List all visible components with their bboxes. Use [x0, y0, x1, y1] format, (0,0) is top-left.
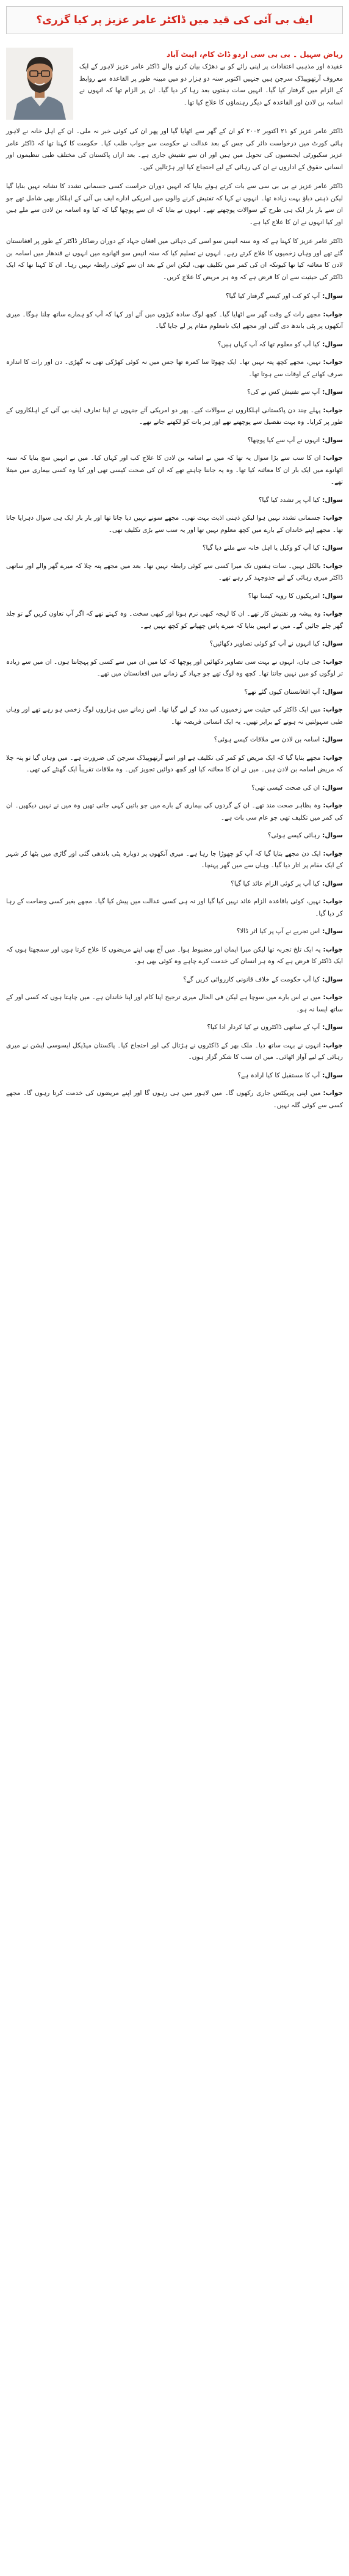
answer-tag: جواب: [323, 514, 343, 522]
interview-answer [6, 309, 343, 333]
interview-answer [6, 848, 343, 872]
headline: ایف بی آئی کی قید میں ڈاکٹر عامر عزیز پر کیا گزری؟ [36, 14, 313, 26]
question-tag: سوال: [322, 388, 343, 396]
interview-question [6, 926, 343, 938]
question-tag: سوال: [322, 928, 343, 935]
question-text: کیا آپ کو معلوم تھا کہ آپ کہاں ہیں؟ [217, 340, 320, 348]
answer-text: میں نے اس بارے میں سوچا ہے لیکن فی الحال میری ترجیح اپنا کام اور اپنا خاندان ہے۔ میں چاہتا ہوں کہ کسی اور کے ساتھ ایسا نہ ہو۔ [6, 994, 343, 1013]
headline-box [6, 6, 343, 34]
answer-text: مجھے رات کے وقت گھر سے اٹھایا گیا۔ کچھ لوگ سادہ کپڑوں میں آئے اور کہا کہ آپ کو ہمارے ساتھ چلنا ہوگا۔ میری آنکھوں پر پٹی باندھ دی گئی اور مجھے ایک نامعلوم مقام پر لے جایا گیا۔ [6, 310, 343, 330]
interview-answer [6, 657, 343, 680]
question-text: اسامہ بن لادن سے ملاقات کیسے ہوئی؟ [214, 736, 320, 743]
question-text: آپ کو کب اور کیسے گرفتار کیا گیا؟ [225, 293, 320, 300]
interview-answer [6, 405, 343, 429]
interview-answer [6, 608, 343, 632]
portrait-illustration [6, 48, 73, 120]
answer-tag: جواب: [323, 898, 343, 905]
answer-tag: جواب: [323, 610, 343, 617]
interview-question [6, 339, 343, 351]
question-text: آپ کے ساتھی ڈاکٹروں نے کیا کردار ادا کیا؟ [207, 1024, 320, 1031]
interview-question [6, 830, 343, 842]
question-text: کیا آپ پر تشدد کیا گیا؟ [258, 496, 320, 504]
question-text: انہوں نے آپ سے کیا پوچھا؟ [247, 436, 320, 444]
intro-section [6, 48, 343, 121]
interview-question [6, 638, 343, 650]
answer-text: ان کا سب سے بڑا سوال یہ تھا کہ میں نے اسامہ بن لادن کا علاج کب اور کہاں کیا۔ میں نے انہیں سچ بتایا کہ سنہ اٹھانوے میں ایک بار ان کا معائنہ کیا تھا۔ وہ یہ جاننا چاہتے تھے کہ ان کی صحت کیسی تھی اور کیا وہ کسی بیماری میں مبتلا تھے۔ [6, 454, 343, 486]
interview-question [6, 291, 343, 303]
question-text: آپ افغانستان کیوں گئے تھے؟ [244, 688, 320, 696]
answer-text: وہ بظاہر صحت مند تھے۔ ان کے گردوں کی بیماری کے بارے میں جو باتیں کہی جاتی تھیں وہ میں نے نہیں دیکھیں۔ ان کی کمر میں تکلیف تھی جو عام سی بات ہے۔ [6, 802, 343, 821]
interview-answer [6, 512, 343, 536]
question-tag: سوال: [322, 340, 343, 348]
answer-text: نہیں، کوئی باقاعدہ الزام عائد نہیں کیا گیا اور نہ ہی کسی عدالت میں پیش کیا گیا۔ مجھے بغیر کسی وضاحت کے رہا کر دیا گیا۔ [6, 898, 343, 917]
answer-tag: جواب: [323, 454, 343, 462]
interview-answer [6, 896, 343, 920]
interview-question [6, 734, 343, 746]
question-tag: سوال: [322, 688, 343, 696]
question-tag: سوال: [322, 436, 343, 444]
interview-question [6, 591, 343, 603]
bio-summary: عقیدہ اور مذہبی اعتقادات پر اپنی رائے کو بے دھڑک بیان کرنے والے ڈاکٹر عامر عزیز لاہور کے ایک معروف آرتھوپیڈک سرجن ہیں جنہیں اکتوبر سنہ دو ہزار دو میں مبینہ طور پر القاعدہ سے روابط کے الزام میں گرفتار کیا گیا۔ انہیں سات ہفتوں بعد رہا کر دیا گیا۔ ان پر الزام تھا کہ انہوں نے اسامہ بن لادن اور القاعدہ کے دیگر رہنماؤں کا علاج کیا تھا۔ [79, 63, 343, 106]
answer-text: نہیں، مجھے کچھ پتہ نہیں تھا۔ ایک چھوٹا سا کمرہ تھا جس میں نہ کوئی کھڑکی تھی نہ گھڑی۔ دن اور رات کا اندازہ صرف کھانے کے اوقات سے ہوتا تھا۔ [6, 358, 343, 378]
interview-answer [6, 1088, 343, 1112]
interview-question [6, 542, 343, 555]
question-text: آپ کا مستقبل کا کیا ارادہ ہے؟ [237, 1071, 320, 1079]
interview-question [6, 435, 343, 447]
paragraph-2: ڈاکٹر عامر عزیز نے بی بی سی سے بات کرتے ہوئے بتایا کہ انہیں دوران حراست کسی جسمانی تشدد کا نشانہ نہیں بنایا گیا لیکن ذہنی دباؤ بہت زیادہ تھا۔ انہوں نے کہا کہ تفتیش کرنے والوں میں امریکی ادارے ایف بی آئی کے اہلکار بھی شامل تھے جو ان سے بار بار ایک ہی طرح کے سوالات پوچھتے تھے۔ انہوں نے بتایا کہ ان سے پوچھا گیا کہ کیا وہ اسامہ بن لادن سے ملے ہیں اور کیا انہوں نے ان کا علاج کیا ہے۔ [6, 183, 343, 226]
question-tag: سوال: [322, 1024, 343, 1031]
question-text: آپ سے تفتیش کس نے کی؟ [246, 388, 320, 396]
answer-text: مجھے بتایا گیا کہ ایک مریض کو کمر کی تکلیف ہے اور اسے آرتھوپیڈک سرجن کی ضرورت ہے۔ میں وہاں گیا تو پتہ چلا کہ مریض اسامہ بن لادن ہیں۔ میں نے ان کا معائنہ کیا اور کچھ دوائیں تجویز کیں۔ وہ ملاقات تقریباً ایک گھنٹے کی تھی۔ [6, 754, 343, 773]
interview-question [6, 974, 343, 986]
question-tag: سوال: [322, 640, 343, 647]
interview-answer [6, 1040, 343, 1064]
interview-answer [6, 704, 343, 728]
answer-text: جسمانی تشدد نہیں ہوا لیکن ذہنی اذیت بہت تھی۔ مجھے سونے نہیں دیا جاتا تھا اور بار بار ایک ہی سوال دہرایا جاتا تھا۔ مجھے اپنے خاندان کے بارے میں کچھ معلوم نہیں تھا اور یہ سب سے بڑی تکلیف تھی۔ [6, 514, 343, 534]
question-tag: سوال: [322, 975, 343, 983]
interview-answer [6, 561, 343, 584]
question-text: کیا آپ کو وکیل یا اہل خانہ سے ملنے دیا گیا؟ [202, 544, 320, 551]
interview-question [6, 878, 343, 890]
answer-text: وہ پیشہ ور تفتیش کار تھے۔ ان کا لہجہ کبھی نرم ہوتا اور کبھی سخت۔ وہ کہتے تھے کہ اگر آپ تعاون کریں گے تو جلد گھر چلے جائیں گے۔ میں نے انہیں بتایا کہ میرے پاس چھپانے کو کچھ نہیں ہے۔ [6, 610, 343, 630]
answer-text: ایک دن مجھے بتایا گیا کہ آپ کو چھوڑا جا رہا ہے۔ میری آنکھوں پر دوبارہ پٹی باندھی گئی اور گاڑی میں بٹھا کر شہر کے ایک مقام پر اتار دیا گیا۔ وہاں سے میں گھر پہنچا۔ [6, 850, 343, 869]
answer-tag: جواب: [323, 1090, 343, 1097]
answer-tag: جواب: [323, 850, 343, 857]
answer-tag: جواب: [323, 310, 343, 318]
answer-tag: جواب: [323, 706, 343, 713]
paragraph-1: ڈاکٹر عامر عزیز کو ۲۱ اکتوبر ۲۰۰۲ کو ان کے گھر سے اٹھایا گیا اور پھر ان کی کوئی خبر نہ ملی۔ ان کے اہل خانہ نے لاہور ہائی کورٹ میں درخواست دائر کی جس کے بعد عدالت نے حکومت سے جواب طلب کیا۔ حکومت کا کہنا تھا کہ ڈاکٹر عامر عزیز سکیورٹی ایجنسیوں کی تحویل میں ہیں اور ان سے تفتیش جاری ہے۔ بعد ازاں پاکستان کی مختلف طبی تنظیموں اور انسانی حقوق کے اداروں نے ان کی رہائی کے لیے احتجاج کیا اور ہڑتالیں کیں۔ [6, 128, 343, 171]
answer-tag: جواب: [323, 358, 343, 366]
answer-text: پہلے چند دن پاکستانی اہلکاروں نے سوالات کیے۔ پھر دو امریکی آئے جنہوں نے اپنا تعارف ایف بی آئی کے اہلکاروں کے طور پر کرایا۔ وہ بہت تفصیل سے پوچھتے تھے اور ہر بات کو لکھتے جاتے تھے۔ [6, 406, 343, 426]
paragraph-3: ڈاکٹر عامر عزیز کا کہنا ہے کہ وہ سنہ انیس سو اسی کی دہائی میں افغان جہاد کے دوران رضاکار ڈاکٹر کے طور پر افغانستان گئے تھے اور وہاں زخمیوں کا علاج کرتے رہے۔ انہوں نے تسلیم کیا کہ سنہ انیس سو اٹھانوے میں انہوں نے قندھار میں اسامہ بن لادن کا معائنہ کیا تھا کیونکہ ان کی کمر میں تکلیف تھی، لیکن اس کے بعد ان سے کوئی رابطہ نہیں رہا۔ ان کا کہنا تھا کہ ایک ڈاکٹر کی حیثیت سے ان کا فرض ہے کہ وہ ہر مریض کا علاج کریں۔ [6, 238, 343, 281]
answer-text: یہ ایک تلخ تجربہ تھا لیکن میرا ایمان اور مضبوط ہوا۔ میں آج بھی اپنے مریضوں کا علاج کرتا ہوں اور سمجھتا ہوں کہ ایک ڈاکٹر کا فرض ہے کہ وہ ہر انسان کی خدمت کرے چاہے وہ کوئی بھی ہو۔ [6, 945, 343, 965]
question-tag: سوال: [322, 592, 343, 600]
question-text: کیا آپ حکومت کے خلاف قانونی کارروائی کریں گے؟ [183, 975, 320, 983]
interview-question [6, 495, 343, 507]
interview-question [6, 1022, 343, 1034]
byline: ریاض سہیل ۔ بی بی سی اردو ڈاٹ کام، ایبٹ آباد [166, 50, 343, 59]
answer-tag: جواب: [323, 994, 343, 1001]
question-tag: سوال: [322, 544, 343, 551]
question-tag: سوال: [322, 736, 343, 743]
answer-tag: جواب: [323, 802, 343, 809]
question-tag: سوال: [322, 1071, 343, 1079]
question-tag: سوال: [322, 784, 343, 791]
question-text: اس تجربے نے آپ پر کیا اثر ڈالا؟ [236, 928, 320, 935]
interview-answer [6, 992, 343, 1016]
answer-tag: جواب: [323, 1041, 343, 1049]
question-text: رہائی کیسے ہوئی؟ [267, 832, 320, 839]
question-text: ان کی صحت کیسی تھی؟ [251, 784, 320, 791]
interview-question [6, 387, 343, 399]
answer-text: انہوں نے بہت ساتھ دیا۔ ملک بھر کے ڈاکٹروں نے ہڑتال کی اور احتجاج کیا۔ پاکستان میڈیکل ایسوسی ایشن نے میری رہائی کے لیے آواز اٹھائی۔ میں ان سب کا شکر گزار ہوں۔ [6, 1041, 343, 1061]
answer-text: بالکل نہیں۔ سات ہفتوں تک میرا کسی سے کوئی رابطہ نہیں تھا۔ بعد میں مجھے پتہ چلا کہ میرے گھر والے اور ساتھی ڈاکٹر میری رہائی کے لیے جدوجہد کر رہے تھے۔ [6, 562, 343, 581]
interview-question [6, 1070, 343, 1082]
answer-tag: جواب: [323, 754, 343, 762]
answer-text: میں ایک ڈاکٹر کی حیثیت سے زخمیوں کی مدد کے لیے گیا تھا۔ اس زمانے میں ہزاروں لوگ زخمی ہو رہے تھے اور وہاں طبی سہولتیں نہ ہونے کے برابر تھیں۔ یہ ایک انسانی فریضہ تھا۔ [6, 706, 343, 726]
answer-text: جی ہاں، انہوں نے بہت سی تصاویر دکھائیں اور پوچھا کہ کیا میں ان میں سے کسی کو پہچانتا ہوں۔ ان میں سے زیادہ تر لوگوں کو میں نہیں جانتا تھا۔ کچھ وہ لوگ تھے جو جہاد کے زمانے میں افغانستان میں تھے۔ [6, 658, 343, 677]
interview-section [6, 291, 343, 1112]
interview-answer [6, 944, 343, 968]
question-tag: سوال: [322, 293, 343, 300]
interview-answer [6, 453, 343, 489]
question-text: کیا آپ پر کوئی الزام عائد کیا گیا؟ [231, 879, 320, 887]
interview-question [6, 782, 343, 795]
answer-tag: جواب: [323, 406, 343, 414]
interview-answer [6, 357, 343, 380]
interview-answer [6, 800, 343, 824]
question-tag: سوال: [322, 496, 343, 504]
interview-answer [6, 752, 343, 776]
answer-tag: جواب: [323, 945, 343, 953]
question-tag: سوال: [322, 832, 343, 839]
question-text: کیا انہوں نے آپ کو کوئی تصاویر دکھائیں؟ [209, 640, 320, 647]
interview-question [6, 686, 343, 699]
question-tag: سوال: [322, 879, 343, 887]
byline-block [79, 48, 343, 121]
portrait-photo [6, 48, 73, 120]
question-text: امریکیوں کا رویہ کیسا تھا؟ [248, 592, 320, 600]
answer-tag: جواب: [323, 658, 343, 666]
answer-tag: جواب: [323, 562, 343, 570]
answer-text: میں اپنی پریکٹس جاری رکھوں گا۔ میں لاہور میں ہی رہوں گا اور اپنے مریضوں کی خدمت کرتا رہوں گا۔ مجھے کسی سے کوئی گلہ نہیں۔ [6, 1090, 343, 1109]
